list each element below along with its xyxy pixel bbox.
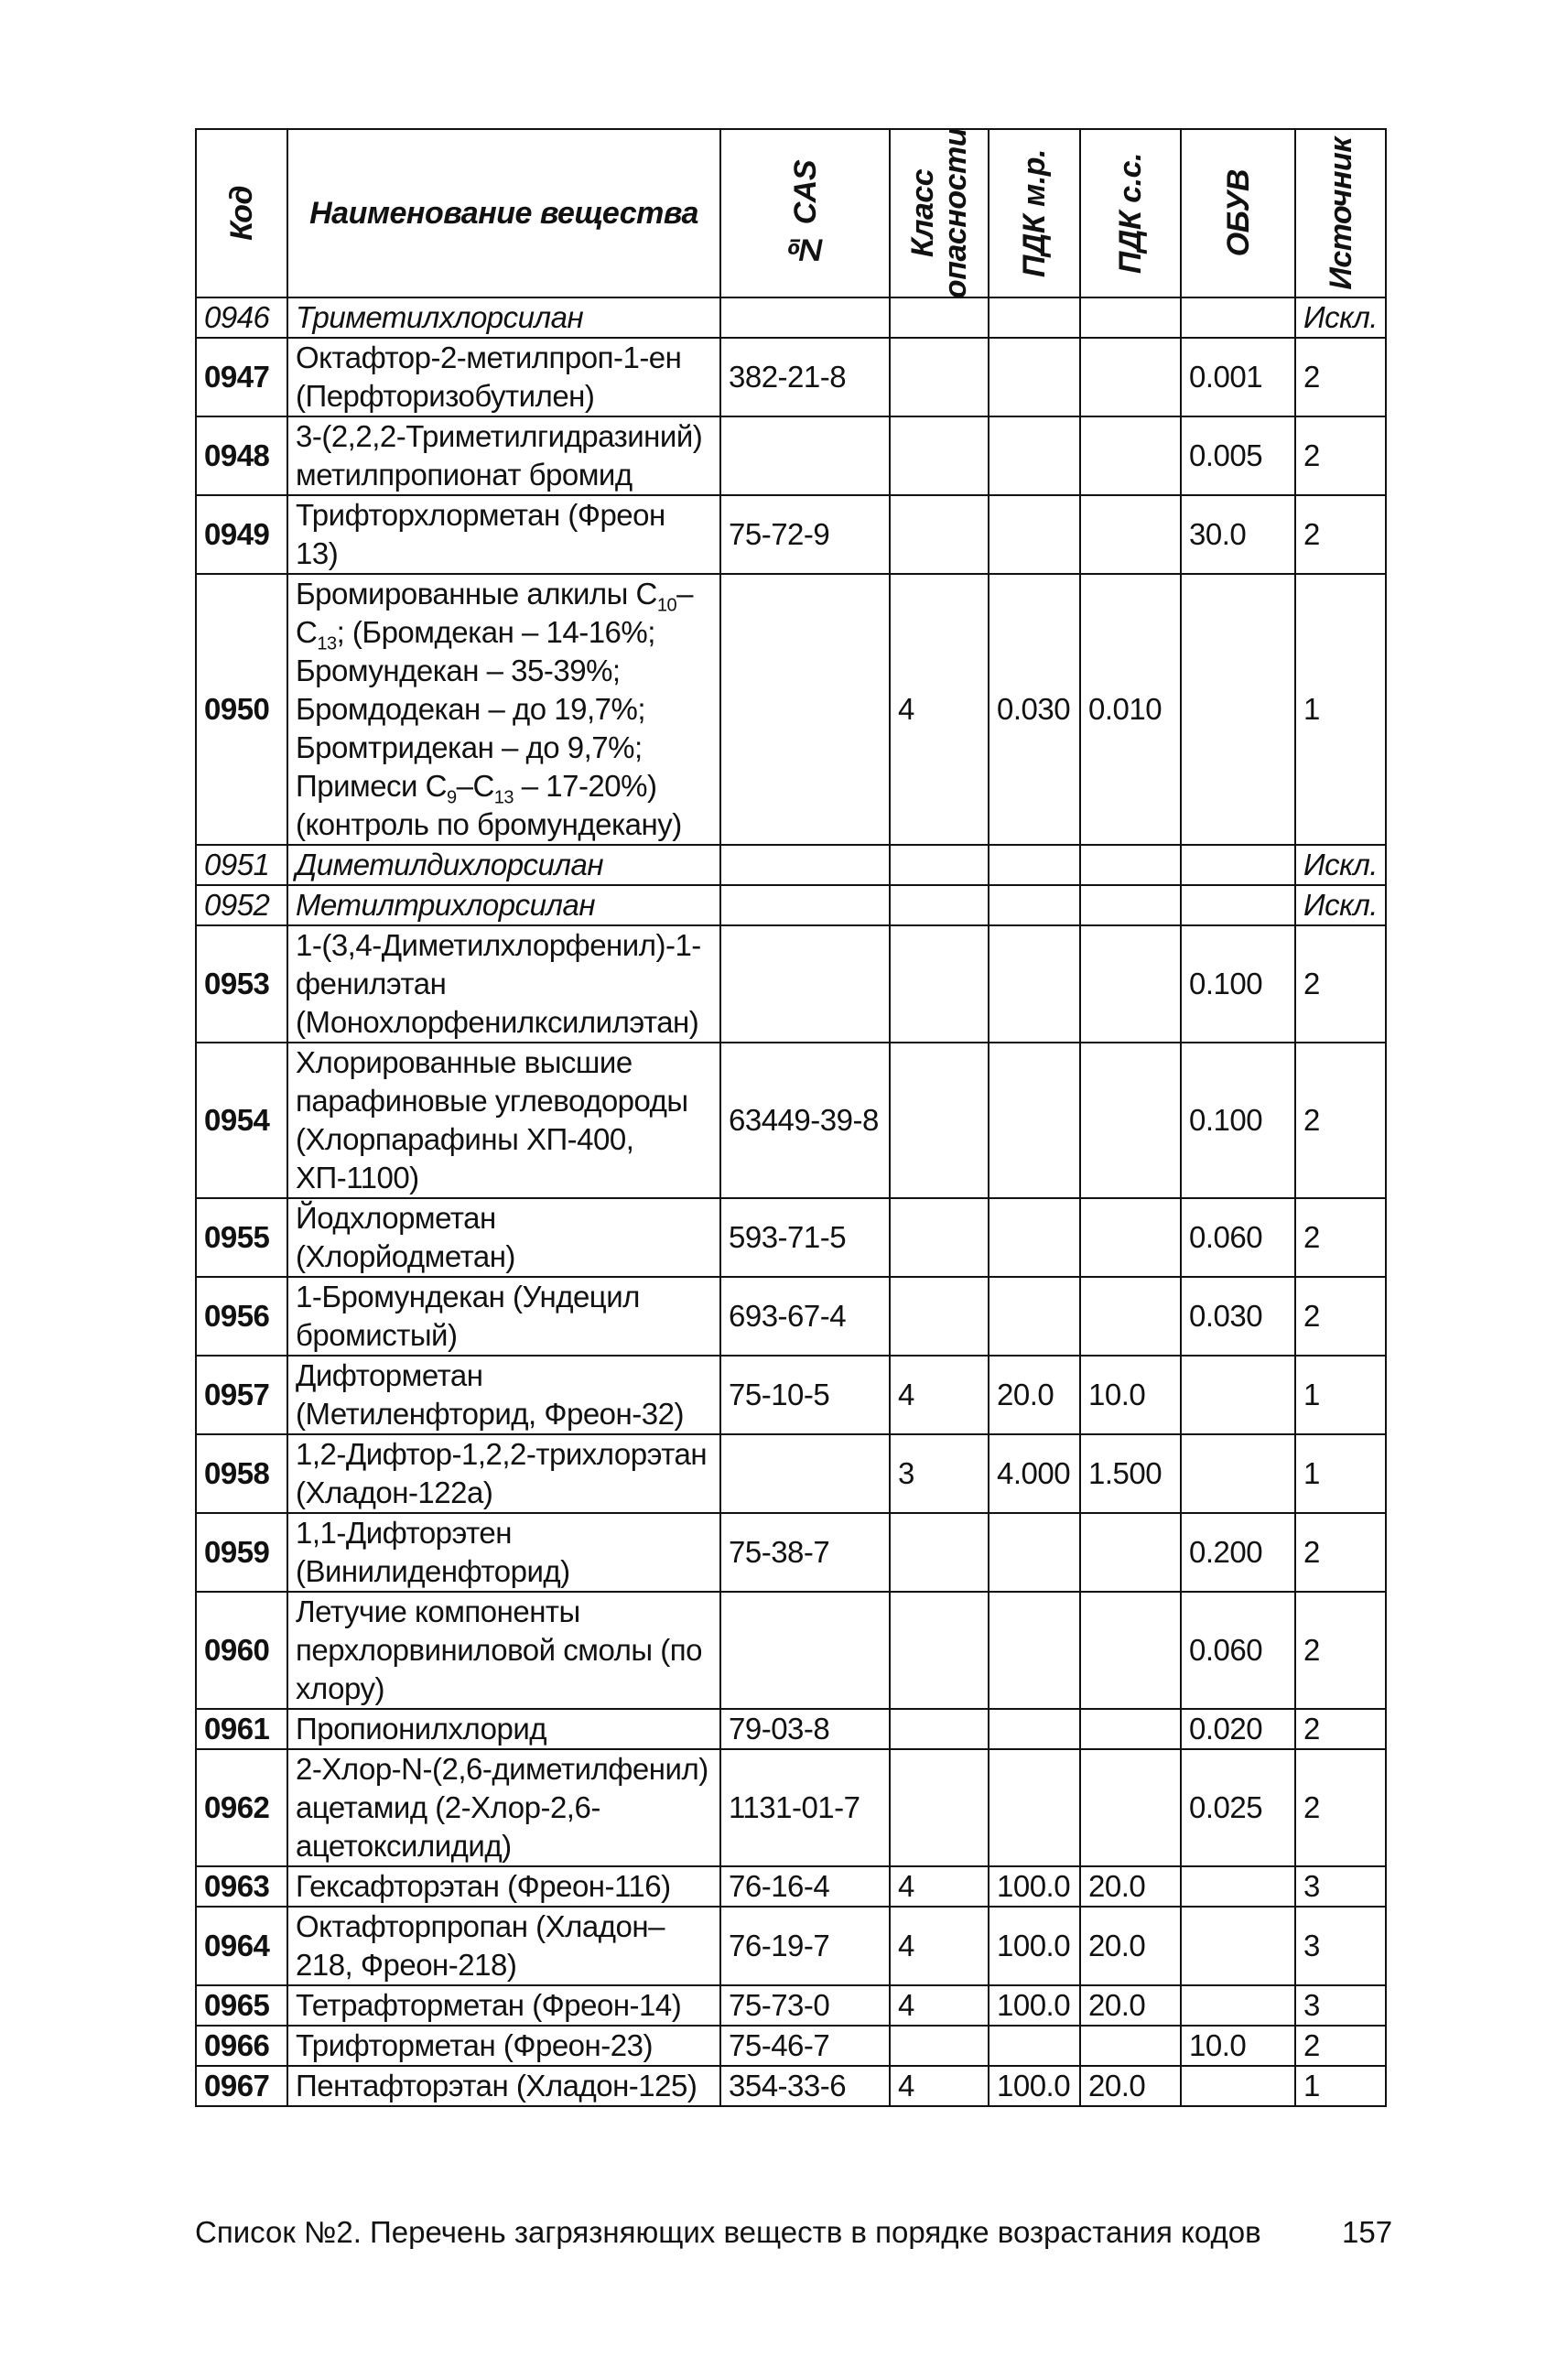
cell-code: 0952 [196, 885, 287, 925]
cell-cas [720, 1592, 890, 1709]
cell-pdk-ss: 20.0 [1080, 2066, 1181, 2106]
header-name: Наименование вещества [287, 129, 720, 297]
table-row [196, 1277, 1386, 1356]
table-row [196, 1434, 1386, 1513]
cell-source: Искл. [1295, 845, 1386, 885]
cell-code: 0963 [196, 1866, 287, 1907]
cell-source: 2 [1295, 1513, 1386, 1592]
cell-name: 1-(3,4-Диметилхлорфенил)-1-фенилэтан (Монохлорфенилксилилэтан) [287, 925, 720, 1043]
cell-hazard-class [890, 845, 989, 885]
cell-hazard-class [890, 416, 989, 495]
table-row [196, 1907, 1386, 1985]
cell-cas: 382-21-8 [720, 338, 890, 416]
cell-name: Тетрафторметан (Фреон-14) [287, 1985, 720, 2026]
cell-name: Летучие компоненты перхлорвиниловой смолы (по хлору) [287, 1592, 720, 1709]
cell-code: 0955 [196, 1198, 287, 1277]
table-row [196, 297, 1386, 338]
cell-name: Бромированные алкилы $C_{10}-C_{13}$; (Бромдекан – 14-16%; Бромундекан – 35-39%; Бромдодекан – до 19,7%; Бромтридекан – до 9,7%; Примеси $C_9-C_{13} - 17-20\%$) (контроль по бромундекану) [287, 574, 720, 845]
cell-hazard-class [890, 1592, 989, 1709]
cell-cas [720, 925, 890, 1043]
header-code: Код [196, 129, 287, 297]
cell-source: 1 [1295, 1356, 1386, 1434]
cell-obuv [1181, 1866, 1295, 1907]
header-source: Источник [1295, 129, 1386, 297]
page-number: 157 [1342, 2215, 1393, 2249]
cell-obuv [1181, 845, 1295, 885]
cell-pdk-ss: 0.010 [1080, 574, 1181, 845]
cell-pdk-ss [1080, 1749, 1181, 1866]
cell-pdk-mr: 100.0 [989, 2066, 1080, 2106]
cell-obuv: 0.025 [1181, 1749, 1295, 1866]
cell-name: Триметилхлорсилан [287, 297, 720, 338]
cell-pdk-mr [989, 1513, 1080, 1592]
cell-pdk-mr [989, 925, 1080, 1043]
cell-cas [720, 574, 890, 845]
cell-pdk-mr [989, 2026, 1080, 2066]
cell-source: 3 [1295, 1985, 1386, 2026]
cell-hazard-class [890, 297, 989, 338]
cell-code: 0962 [196, 1749, 287, 1866]
cell-pdk-ss: 20.0 [1080, 1907, 1181, 1985]
table-row [196, 416, 1386, 495]
cell-source: 2 [1295, 1709, 1386, 1749]
cell-cas: 75-38-7 [720, 1513, 890, 1592]
cell-cas [720, 845, 890, 885]
cell-pdk-mr [989, 1749, 1080, 1866]
cell-name: Диметилдихлорсилан [287, 845, 720, 885]
cell-obuv [1181, 1907, 1295, 1985]
table-row [196, 885, 1386, 925]
cell-code: 0959 [196, 1513, 287, 1592]
cell-pdk-ss [1080, 338, 1181, 416]
cell-pdk-mr: 20.0 [989, 1356, 1080, 1434]
cell-obuv: 0.005 [1181, 416, 1295, 495]
cell-pdk-ss [1080, 885, 1181, 925]
cell-cas: 79-03-8 [720, 1709, 890, 1749]
table-row [196, 2066, 1386, 2106]
cell-hazard-class: 4 [890, 2066, 989, 2106]
cell-source: 2 [1295, 416, 1386, 495]
cell-name: 1,1-Дифторэтен (Винилиденфторид) [287, 1513, 720, 1592]
table-row [196, 1043, 1386, 1198]
header-hazard-class: Класс опасности [890, 129, 989, 297]
cell-pdk-mr [989, 338, 1080, 416]
cell-hazard-class [890, 1198, 989, 1277]
table-row [196, 1866, 1386, 1907]
cell-hazard-class [890, 1043, 989, 1198]
cell-code: 0953 [196, 925, 287, 1043]
cell-obuv: 0.100 [1181, 1043, 1295, 1198]
cell-pdk-ss [1080, 1043, 1181, 1198]
cell-source: 2 [1295, 495, 1386, 574]
cell-cas: 693-67-4 [720, 1277, 890, 1356]
cell-pdk-mr: 4.000 [989, 1434, 1080, 1513]
cell-source: Искл. [1295, 297, 1386, 338]
cell-pdk-mr: 100.0 [989, 1985, 1080, 2026]
cell-hazard-class [890, 495, 989, 574]
cell-code: 0951 [196, 845, 287, 885]
cell-pdk-ss: 20.0 [1080, 1866, 1181, 1907]
cell-pdk-mr [989, 1277, 1080, 1356]
cell-hazard-class: 4 [890, 1866, 989, 1907]
cell-cas: 593-71-5 [720, 1198, 890, 1277]
cell-code: 0956 [196, 1277, 287, 1356]
table-row [196, 1356, 1386, 1434]
cell-name: Октафторпропан (Хладон–218, Фреон-218) [287, 1907, 720, 1985]
cell-obuv [1181, 1356, 1295, 1434]
cell-source: 2 [1295, 1198, 1386, 1277]
cell-source: 2 [1295, 1749, 1386, 1866]
cell-pdk-ss [1080, 1592, 1181, 1709]
cell-pdk-ss [1080, 845, 1181, 885]
cell-name: Пентафторэтан (Хладон-125) [287, 2066, 720, 2106]
table-header-row [196, 129, 1386, 297]
cell-name: 1,2-Дифтор-1,2,2-трихлорэтан (Хладон-122а) [287, 1434, 720, 1513]
cell-code: 0960 [196, 1592, 287, 1709]
cell-hazard-class [890, 1277, 989, 1356]
cell-cas [720, 1434, 890, 1513]
table-row [196, 2026, 1386, 2066]
cell-code: 0948 [196, 416, 287, 495]
cell-pdk-mr: 100.0 [989, 1907, 1080, 1985]
table-row [196, 1198, 1386, 1277]
cell-pdk-ss [1080, 416, 1181, 495]
cell-name: Октафтор-2-метилпроп-1-ен (Перфторизобутилен) [287, 338, 720, 416]
table-row [196, 574, 1386, 845]
cell-source: 2 [1295, 1592, 1386, 1709]
cell-pdk-mr [989, 885, 1080, 925]
cell-cas: 75-72-9 [720, 495, 890, 574]
cell-pdk-ss: 10.0 [1080, 1356, 1181, 1434]
cell-code: 0946 [196, 297, 287, 338]
cell-obuv: 0.100 [1181, 925, 1295, 1043]
cell-cas: 76-16-4 [720, 1866, 890, 1907]
cell-code: 0949 [196, 495, 287, 574]
cell-source: 3 [1295, 1907, 1386, 1985]
cell-cas: 75-10-5 [720, 1356, 890, 1434]
cell-source: 3 [1295, 1866, 1386, 1907]
cell-code: 0958 [196, 1434, 287, 1513]
cell-obuv [1181, 885, 1295, 925]
cell-source: 2 [1295, 1043, 1386, 1198]
cell-obuv: 0.001 [1181, 338, 1295, 416]
cell-name: 1-Бромундекан (Ундецил бромистый) [287, 1277, 720, 1356]
cell-cas: 75-73-0 [720, 1985, 890, 2026]
cell-obuv: 0.060 [1181, 1592, 1295, 1709]
cell-cas [720, 297, 890, 338]
cell-hazard-class [890, 1513, 989, 1592]
header-obuv: ОБУВ [1181, 129, 1295, 297]
cell-pdk-mr [989, 416, 1080, 495]
cell-name: Хлорированные высшие парафиновые углеводороды (Хлорпарафины ХП-400, ХП-1100) [287, 1043, 720, 1198]
cell-pdk-ss: 1.500 [1080, 1434, 1181, 1513]
cell-name: Трифторхлорметан (Фреон 13) [287, 495, 720, 574]
cell-pdk-mr [989, 1043, 1080, 1198]
cell-pdk-mr [989, 297, 1080, 338]
cell-name: Метилтрихлорсилан [287, 885, 720, 925]
cell-source: 1 [1295, 574, 1386, 845]
cell-cas: 1131-01-7 [720, 1749, 890, 1866]
cell-pdk-mr: 0.030 [989, 574, 1080, 845]
cell-name: Трифторметан (Фреон-23) [287, 2026, 720, 2066]
table-row [196, 338, 1386, 416]
cell-hazard-class [890, 1709, 989, 1749]
header-pdk-ss: ПДК с.с. [1080, 129, 1181, 297]
cell-hazard-class: 4 [890, 1356, 989, 1434]
cell-pdk-mr [989, 845, 1080, 885]
cell-obuv: 0.060 [1181, 1198, 1295, 1277]
cell-cas: 75-46-7 [720, 2026, 890, 2066]
cell-cas [720, 885, 890, 925]
footer-title: Список №2. Перечень загрязняющих веществ в порядке возрастания кодов [195, 2215, 1261, 2249]
table-row [196, 1749, 1386, 1866]
cell-source: 2 [1295, 925, 1386, 1043]
cell-source: 1 [1295, 1434, 1386, 1513]
cell-obuv: 0.020 [1181, 1709, 1295, 1749]
cell-pdk-ss [1080, 495, 1181, 574]
cell-source: 1 [1295, 2066, 1386, 2106]
cell-name: 2-Хлор-N-(2,6-диметилфенил) ацетамид (2-Хлор-2,6-ацетоксилидид) [287, 1749, 720, 1866]
cell-pdk-ss [1080, 925, 1181, 1043]
cell-obuv: 10.0 [1181, 2026, 1295, 2066]
cell-obuv [1181, 574, 1295, 845]
cell-code: 0950 [196, 574, 287, 845]
header-pdk-mr: ПДК м.р. [989, 129, 1080, 297]
table-row [196, 845, 1386, 885]
cell-pdk-mr [989, 1709, 1080, 1749]
cell-hazard-class [890, 2026, 989, 2066]
table-row [196, 495, 1386, 574]
table-row [196, 925, 1386, 1043]
cell-obuv [1181, 1434, 1295, 1513]
cell-code: 0965 [196, 1985, 287, 2026]
cell-pdk-ss [1080, 1277, 1181, 1356]
header-cas: № CAS [720, 129, 890, 297]
cell-code: 0961 [196, 1709, 287, 1749]
table-row [196, 1709, 1386, 1749]
cell-obuv [1181, 2066, 1295, 2106]
cell-pdk-mr [989, 1198, 1080, 1277]
cell-pdk-mr [989, 495, 1080, 574]
substances-table [195, 128, 1387, 2107]
cell-code: 0957 [196, 1356, 287, 1434]
cell-pdk-ss [1080, 2026, 1181, 2066]
cell-cas: 354-33-6 [720, 2066, 890, 2106]
cell-hazard-class [890, 338, 989, 416]
table-row [196, 1985, 1386, 2026]
cell-pdk-mr [989, 1592, 1080, 1709]
cell-hazard-class [890, 925, 989, 1043]
cell-obuv: 0.200 [1181, 1513, 1295, 1592]
cell-code: 0947 [196, 338, 287, 416]
cell-source: 2 [1295, 338, 1386, 416]
cell-obuv: 0.030 [1181, 1277, 1295, 1356]
cell-hazard-class: 4 [890, 1985, 989, 2026]
table-body [196, 297, 1386, 2106]
cell-pdk-ss [1080, 1513, 1181, 1592]
cell-pdk-ss: 20.0 [1080, 1985, 1181, 2026]
cell-source: Искл. [1295, 885, 1386, 925]
table-row [196, 1592, 1386, 1709]
cell-cas [720, 416, 890, 495]
cell-code: 0954 [196, 1043, 287, 1198]
cell-hazard-class: 4 [890, 574, 989, 845]
cell-cas: 63449-39-8 [720, 1043, 890, 1198]
cell-hazard-class [890, 1749, 989, 1866]
cell-hazard-class [890, 885, 989, 925]
cell-obuv: 30.0 [1181, 495, 1295, 574]
cell-pdk-ss [1080, 297, 1181, 338]
cell-hazard-class: 4 [890, 1907, 989, 1985]
cell-code: 0966 [196, 2026, 287, 2066]
cell-name: Пропионилхлорид [287, 1709, 720, 1749]
cell-pdk-ss [1080, 1709, 1181, 1749]
cell-cas: 76-19-7 [720, 1907, 890, 1985]
cell-obuv [1181, 297, 1295, 338]
cell-source: 2 [1295, 1277, 1386, 1356]
cell-name: Дифторметан (Метиленфторид, Фреон-32) [287, 1356, 720, 1434]
cell-code: 0964 [196, 1907, 287, 1985]
cell-obuv [1181, 1985, 1295, 2026]
cell-name: Йодхлорметан (Хлорйодметан) [287, 1198, 720, 1277]
cell-pdk-ss [1080, 1198, 1181, 1277]
cell-code: 0967 [196, 2066, 287, 2106]
cell-name: 3-(2,2,2-Триметилгидразиний) метилпропионат бромид [287, 416, 720, 495]
cell-source: 2 [1295, 2026, 1386, 2066]
cell-name: Гексафторэтан (Фреон-116) [287, 1866, 720, 1907]
table-row [196, 1513, 1386, 1592]
cell-pdk-mr: 100.0 [989, 1866, 1080, 1907]
cell-hazard-class: 3 [890, 1434, 989, 1513]
